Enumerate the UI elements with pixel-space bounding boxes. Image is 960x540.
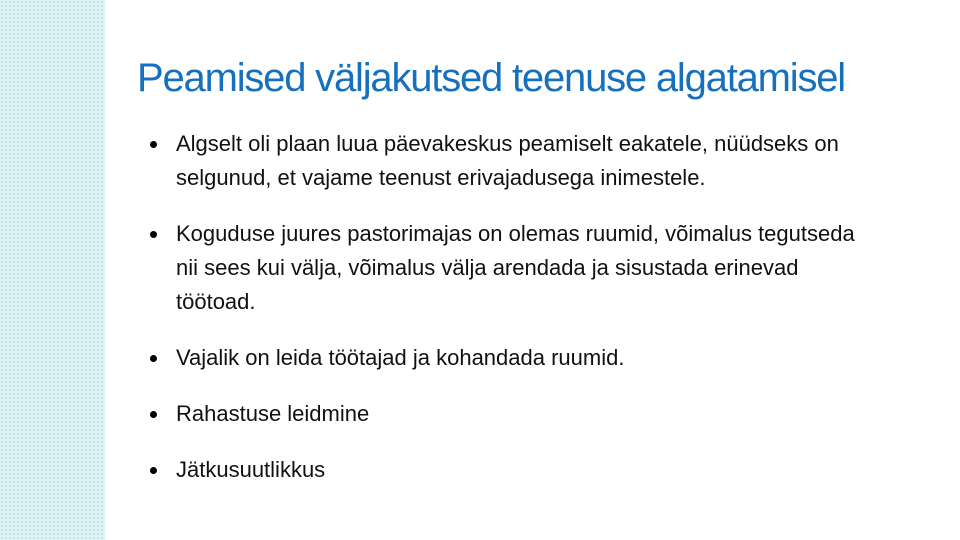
bullet-text: Algselt oli plaan luua päevakeskus peamiselt eakatele, nüüdseks on selgunud, et vajame teenust erivajadusega inimestele. [176,131,839,190]
bullet-text: Koguduse juures pastorimajas on olemas ruumid, võimalus tegutseda nii sees kui välja, võimalus välja arendada ja sisustada erinevad töötoad. [176,221,855,314]
bullet-text: Vajalik on leida töötajad ja kohandada ruumid. [176,345,625,370]
bullet-dot-icon [150,231,157,238]
slide-title: Peamised väljakutsed teenuse algatamisel [137,56,845,100]
bullet-dot-icon [150,411,157,418]
bullet-item [150,397,870,431]
bullet-list [150,127,870,509]
bullet-item [150,453,870,487]
bullet-dot-icon [150,355,157,362]
bullet-dot-icon [150,467,157,474]
bullet-text: Jätkusuutlikkus [176,457,326,482]
bullet-text: Rahastuse leidmine [176,401,370,426]
bullet-item [150,127,870,195]
bullet-item [150,217,870,319]
decorative-side-band [0,0,105,540]
bullet-item [150,341,870,375]
bullet-dot-icon [150,141,157,148]
